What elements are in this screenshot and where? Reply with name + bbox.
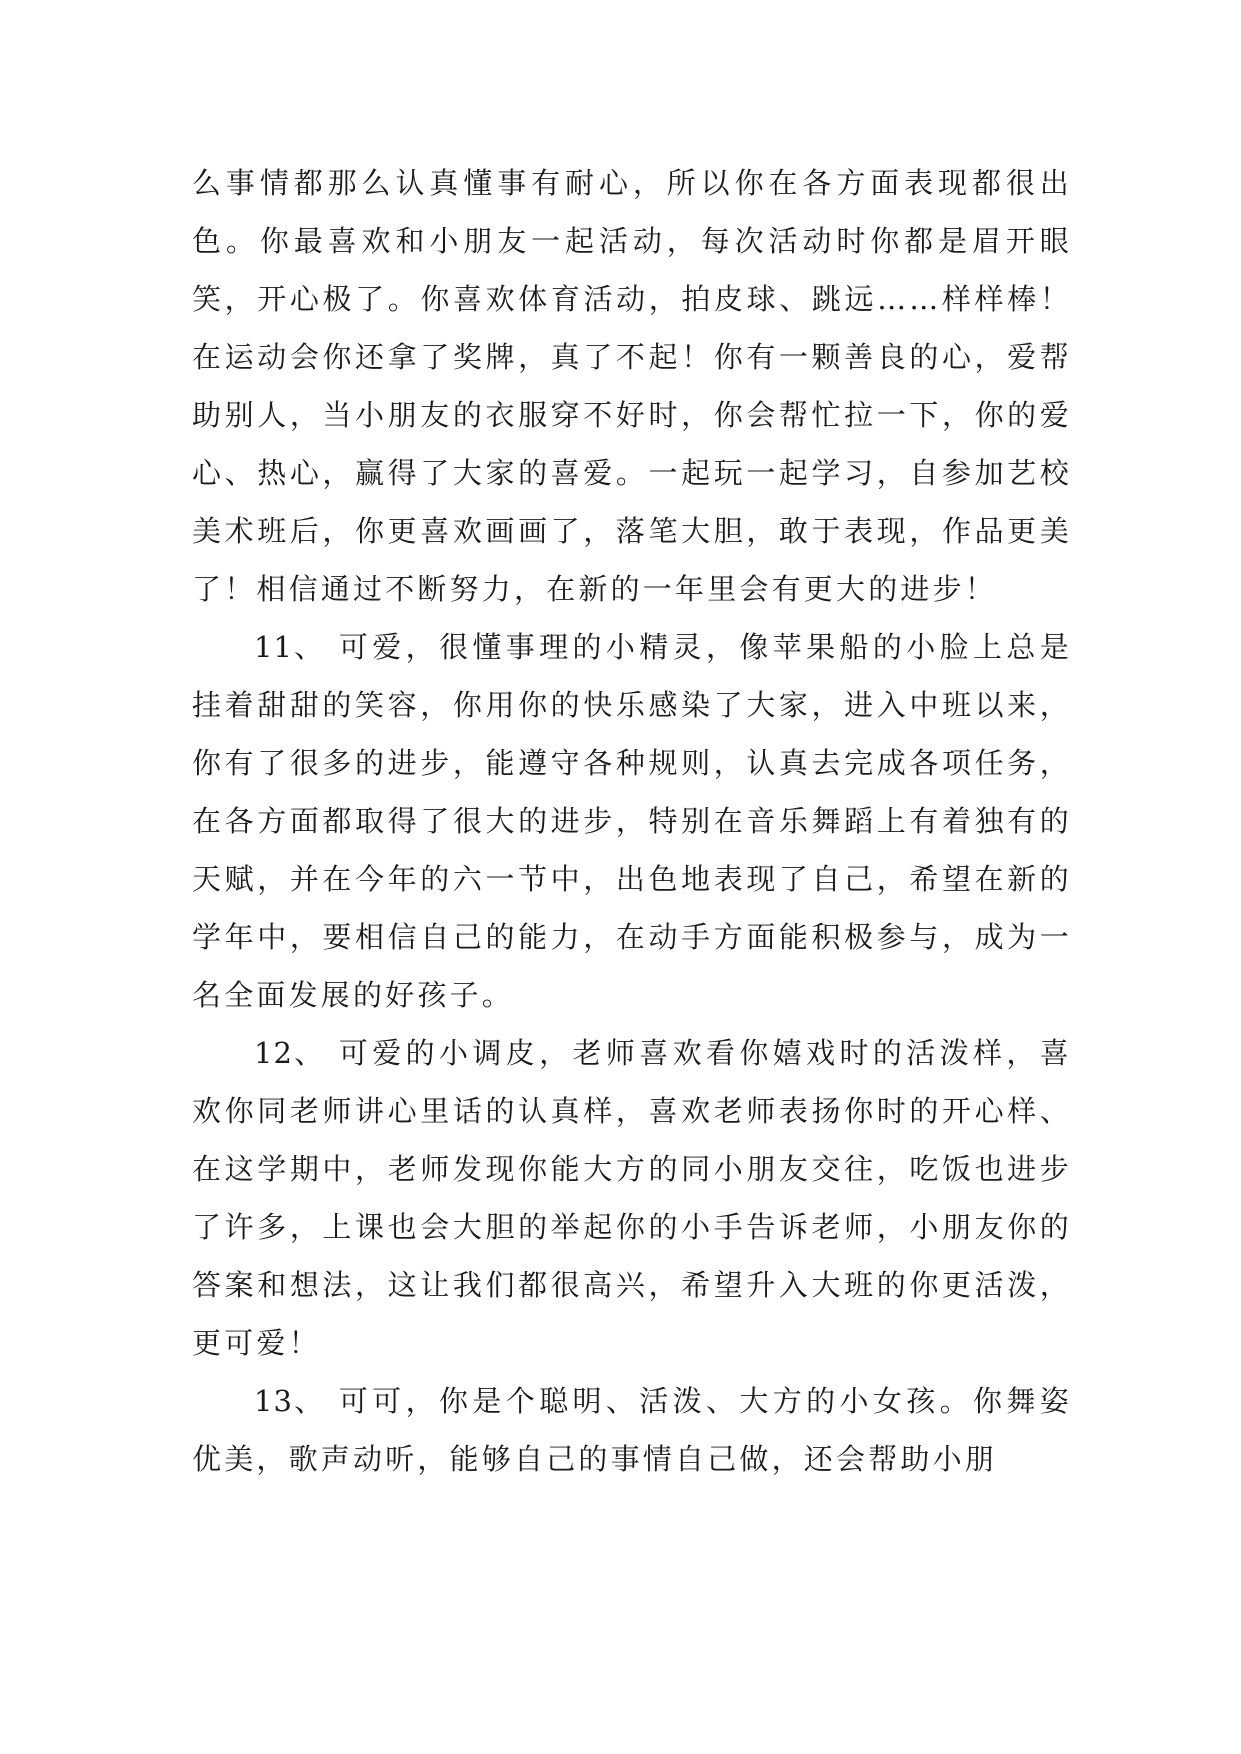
paragraph-continued <box>192 154 1072 618</box>
paragraph-text: 可可，你是个聪明、活泼、大方的小女孩。你舞姿优美，歌声动听，能够自己的事情自己做，还会帮助小朋 <box>192 1384 1072 1476</box>
paragraph-number: 11、 <box>254 630 326 664</box>
paragraph-number: 12、 <box>254 1036 326 1070</box>
paragraph-11 <box>192 618 1072 1024</box>
body-text <box>192 154 1072 1488</box>
paragraph-13 <box>192 1372 1072 1488</box>
paragraph-12 <box>192 1024 1072 1372</box>
paragraph-number: 13、 <box>254 1384 326 1418</box>
paragraph-text: 么事情都那么认真懂事有耐心，所以你在各方面表现都很出色。你最喜欢和小朋友一起活动，每次活动时你都是眉开眼笑，开心极了。你喜欢体育活动，拍皮球、跳远……样样棒！在运动会你还拿了奖牌，真了不起！你有一颗善良的心，爱帮助别人，当小朋友的衣服穿不好时，你会帮忙拉一下，你的爱心、热心，赢得了大家的喜爱。一起玩一起学习，自参加艺校美术班后，你更喜欢画画了，落笔大胆，敢于表现，作品更美了！相信通过不断努力，在新的一年里会有更大的进步！ <box>192 166 1072 606</box>
paragraph-text: 可爱，很懂事理的小精灵，像苹果船的小脸上总是挂着甜甜的笑容，你用你的快乐感染了大家，进入中班以来，你有了很多的进步，能遵守各种规则，认真去完成各项任务，在各方面都取得了很大的进步，特别在音乐舞蹈上有着独有的天赋，并在今年的六一节中，出色地表现了自己，希望在新的学年中，要相信自己的能力，在动手方面能积极参与，成为一名全面发展的好孩子。 <box>192 630 1072 1012</box>
paragraph-text: 可爱的小调皮，老师喜欢看你嬉戏时的活泼样，喜欢你同老师讲心里话的认真样，喜欢老师表扬你时的开心样、在这学期中，老师发现你能大方的同小朋友交往，吃饭也进步了许多，上课也会大胆的举起你的小手告诉老师，小朋友你的答案和想法，这让我们都很高兴，希望升入大班的你更活泼，更可爱！ <box>192 1036 1072 1360</box>
